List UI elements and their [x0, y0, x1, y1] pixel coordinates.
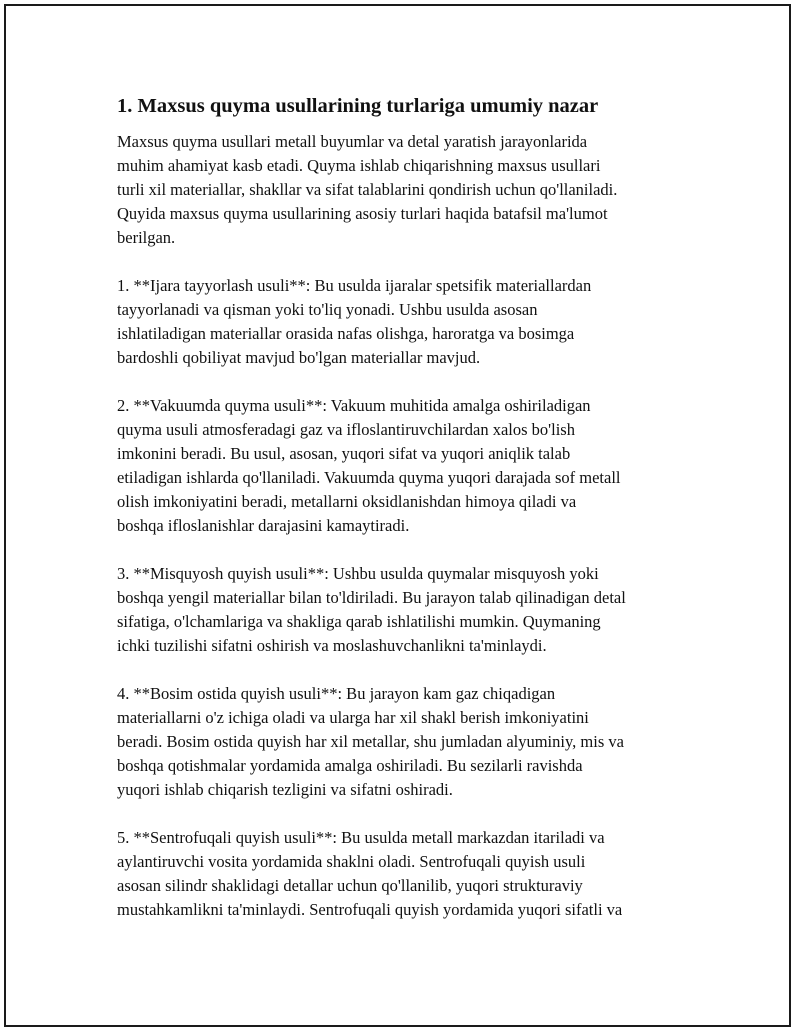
- paragraph-line: Quyida maxsus quyma usullarining asosiy turlari haqida batafsil ma'lumot: [117, 204, 608, 223]
- paragraph-line: beradi. Bosim ostida quyish har xil metallar, shu jumladan alyuminiy, mis va: [117, 732, 624, 751]
- paragraph-line: yuqori ishlab chiqarish tezligini va sifatni oshiradi.: [117, 780, 453, 799]
- paragraph-line: quyma usuli atmosferadagi gaz va ifloslantiruvchilardan xalos bo'lish: [117, 420, 575, 439]
- paragraph-line: boshqa qotishmalar yordamida amalga oshiriladi. Bu sezilarli ravishda: [117, 756, 583, 775]
- paragraph-line: muhim ahamiyat kasb etadi. Quyma ishlab chiqarishning maxsus usullari: [117, 156, 601, 175]
- paragraph: [117, 130, 692, 250]
- paragraph-line: berilgan.: [117, 228, 176, 247]
- paragraph: [117, 394, 692, 538]
- paragraph: [117, 826, 692, 922]
- paragraph-line: boshqa yengil materiallar bilan to'ldiriladi. Bu jarayon talab qilinadigan detal: [117, 588, 626, 607]
- paragraph-line: mustahkamlikni ta'minlaydi. Sentrofuqali quyish yordamida yuqori sifatli va: [117, 900, 623, 919]
- paragraph-line: 5. **Sentrofuqali quyish usuli**: Bu usulda metall markazdan itariladi va: [117, 828, 605, 847]
- paragraph-line: 3. **Misquyosh quyish usuli**: Ushbu usulda quymalar misquyosh yoki: [117, 564, 599, 583]
- section-heading: 1. Maxsus quyma usullarining turlariga umumiy nazar: [117, 95, 599, 117]
- document-body: [117, 92, 692, 946]
- paragraph: [117, 562, 692, 658]
- paragraph-line: Maxsus quyma usullari metall buyumlar va detal yaratish jarayonlarida: [117, 132, 588, 151]
- paragraph-line: imkonini beradi. Bu usul, asosan, yuqori sifat va yuqori aniqlik talab: [117, 444, 571, 463]
- paragraph-line: tayyorlanadi va qisman yoki to'liq yonadi. Ushbu usulda asosan: [117, 300, 538, 319]
- paragraph: [117, 682, 692, 802]
- paragraph-line: sifatiga, o'lchamlariga va shakliga qarab ishlatilishi mumkin. Quymaning: [117, 612, 601, 631]
- paragraph-line: ishlatiladigan materiallar orasida nafas olishga, haroratga va bosimga: [117, 324, 575, 343]
- paragraph-line: aylantiruvchi vosita yordamida shaklni oladi. Sentrofuqali quyish usuli: [117, 852, 586, 871]
- paragraph-line: bardoshli qobiliyat mavjud bo'lgan materiallar mavjud.: [117, 348, 481, 367]
- paragraph-list: [117, 130, 692, 922]
- paragraph-line: 2. **Vakuumda quyma usuli**: Vakuum muhitida amalga oshiriladigan: [117, 396, 591, 415]
- paragraph-line: asosan silindr shaklidagi detallar uchun qo'llanilib, yuqori strukturaviy: [117, 876, 583, 895]
- paragraph-line: 4. **Bosim ostida quyish usuli**: Bu jarayon kam gaz chiqadigan: [117, 684, 556, 703]
- paragraph-line: materiallarni o'z ichiga oladi va ularga har xil shakl berish imkoniyatini: [117, 708, 589, 727]
- paragraph-line: olish imkoniyatini beradi, metallarni oksidlanishdan himoya qiladi va: [117, 492, 577, 511]
- paragraph: [117, 274, 692, 370]
- paragraph-line: turli xil materiallar, shakllar va sifat talablarini qondirish uchun qo'llaniladi.: [117, 180, 618, 199]
- paragraph-line: ichki tuzilishi sifatni oshirish va moslashuvchanlikni ta'minlaydi.: [117, 636, 547, 655]
- paragraph-line: boshqa ifloslanishlar darajasini kamaytiradi.: [117, 516, 410, 535]
- paragraph-line: etiladigan ishlarda qo'llaniladi. Vakuumda quyma yuqori darajada sof metall: [117, 468, 621, 487]
- paragraph-line: 1. **Ijara tayyorlash usuli**: Bu usulda ijaralar spetsifik materiallardan: [117, 276, 592, 295]
